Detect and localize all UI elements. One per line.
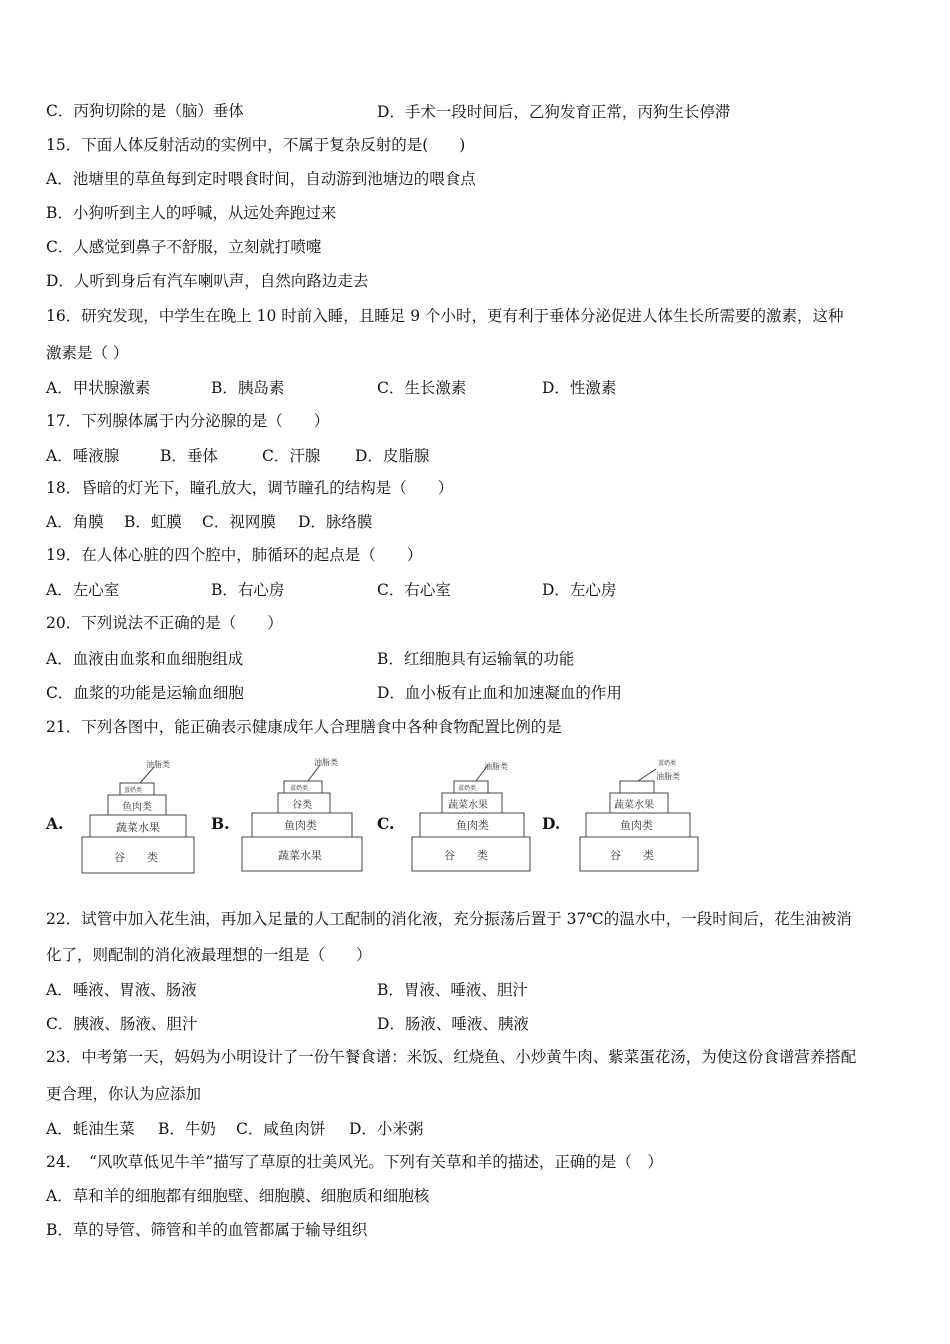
food-pyramid-c-figure (404, 755, 534, 880)
q15-option-c: C．人感觉到鼻子不舒服，立刻就打喷嚏 (46, 238, 322, 256)
q15-option-a: A．池塘里的草鱼每到定时喂食时间，自动游到池塘边的喂食点 (46, 170, 476, 188)
q14-option-c: C．丙狗切除的是（脑）垂体 (46, 102, 244, 120)
q16-option-d: D．性激素 (542, 379, 617, 397)
q19-option-c: C．右心室 (377, 581, 451, 599)
label-grain: 谷 类 (444, 849, 488, 862)
food-pyramid-b-figure (236, 755, 366, 880)
q15-option-b: B．小狗听到主人的呼喊，从远处奔跑过来 (46, 204, 337, 222)
food-pyramid-a (70, 755, 200, 880)
q20-option-a: A．血液由血浆和血细胞组成 (46, 650, 244, 668)
label-oil: 油脂类 (314, 758, 338, 767)
q22-option-b: B．胃液、唾液、胆汁 (377, 981, 528, 999)
q23-option-a: A．蚝油生菜 (46, 1120, 135, 1138)
q23-option-c: C．咸鱼肉饼 (236, 1120, 326, 1138)
q23-stem-line2: 更合理，你认为应添加 (46, 1085, 202, 1103)
label-milk: 蛋奶类 (290, 785, 309, 792)
label-oil: 油脂类 (484, 762, 508, 771)
q22-option-d: D．肠液、唾液、胰液 (377, 1015, 529, 1033)
q17-option-b: B．垂体 (160, 447, 218, 465)
label-oil: 油脂类 (146, 760, 170, 769)
label-veg: 蔬菜水果 (116, 821, 160, 834)
food-pyramid-b (236, 755, 366, 880)
q24-option-a: A．草和羊的细胞都有细胞壁、细胞膜、细胞质和细胞核 (46, 1187, 430, 1205)
label-oil: 油脂类 (656, 772, 680, 781)
q18-option-a: A．角膜 (46, 513, 104, 531)
q20-option-b: B．红细胞具有运输氧的功能 (377, 650, 575, 668)
q19-stem: 19．在人体心脏的四个腔中，肺循环的起点是（ ） (46, 546, 423, 564)
q20-option-c: C．血浆的功能是运输血细胞 (46, 684, 244, 702)
q17-option-a: A．唾液腺 (46, 447, 120, 465)
q21-label-d: D. (542, 814, 561, 833)
label-milk: 蛋奶类 (458, 785, 477, 792)
q16-option-c: C．生长激素 (377, 379, 467, 397)
label-milk: 蛋奶类 (658, 760, 677, 767)
q18-option-c: C．视网膜 (202, 513, 276, 531)
q16-stem-line2: 激素是（ ） (46, 344, 129, 362)
q15-option-d: D．人听到身后有汽车喇叭声，自然向路边走去 (46, 272, 369, 290)
q15-stem: 15．下面人体反射活动的实例中，不属于复杂反射的是( ) (46, 136, 466, 154)
q17-option-c: C．汗腺 (262, 447, 321, 465)
q21-stem: 21．下列各图中，能正确表示健康成年人合理膳食中各种食物配置比例的是 (46, 718, 562, 736)
label-fish: 鱼肉类 (122, 802, 152, 813)
q16-stem-line1: 16．研究发现，中学生在晚上 10 时前入睡，且睡足 9 个小时，更有利于垂体分泌促进人体生长所需要的激素，这种 (46, 307, 844, 325)
q19-option-b: B．右心房 (211, 581, 285, 599)
label-veg: 蔬菜水果 (278, 849, 322, 862)
q21-label-b: B. (211, 814, 230, 833)
q18-option-d: D．脉络膜 (298, 513, 373, 531)
label-milk: 蛋奶类 (124, 787, 143, 794)
q22-option-c: C．胰液、肠液、胆汁 (46, 1015, 198, 1033)
label-veg: 蔬菜水果 (448, 800, 488, 811)
q19-option-d: D．左心房 (542, 581, 617, 599)
q24-option-b: B．草的导管、筛管和羊的血管都属于输导组织 (46, 1221, 368, 1239)
q20-option-d: D．血小板有止血和加速凝血的作用 (377, 684, 622, 702)
food-pyramid-d-figure (572, 755, 702, 880)
q22-option-a: A．唾液、胃液、肠液 (46, 981, 197, 999)
q19-option-a: A．左心室 (46, 581, 120, 599)
q24-stem: 24． “风吹草低见牛羊”描写了草原的壮美风光。下列有关草和羊的描述，正确的是（ ） (46, 1153, 663, 1171)
q17-option-d: D．皮脂腺 (355, 447, 430, 465)
q21-label-c: C. (377, 814, 395, 833)
food-pyramid-a-figure (70, 755, 200, 880)
q17-stem: 17．下列腺体属于内分泌腺的是（ ） (46, 412, 330, 430)
q16-option-a: A．甲状腺激素 (46, 379, 151, 397)
q22-stem-line1: 22．试管中加入花生油，再加入足量的人工配制的消化液，充分振荡后置于 37℃的温水中，一段时间后，花生油被消 (46, 910, 852, 928)
label-grain-b: 谷类 (292, 800, 312, 811)
label-fish: 鱼肉类 (284, 819, 317, 832)
q23-stem-line1: 23．中考第一天，妈妈为小明设计了一份午餐食谱：米饭、红烧鱼、小炒黄牛肉、紫菜蛋花汤，为使这份食谱营养搭配 (46, 1048, 857, 1066)
q20-stem: 20．下列说法不正确的是（ ） (46, 614, 283, 632)
label-grain: 谷 类 (114, 851, 158, 864)
q16-option-b: B．胰岛素 (211, 379, 285, 397)
q18-option-b: B．虹膜 (124, 513, 182, 531)
q22-stem-line2: 化了，则配制的消化液最理想的一组是（ ） (46, 946, 372, 964)
label-fish: 鱼肉类 (620, 819, 653, 832)
q14-option-d: D．手术一段时间后，乙狗发育正常，丙狗生长停滞 (377, 103, 731, 121)
q18-stem: 18．昏暗的灯光下，瞳孔放大，调节瞳孔的结构是（ ） (46, 479, 454, 497)
label-fish: 鱼肉类 (456, 819, 489, 832)
q23-option-d: D．小米粥 (349, 1120, 424, 1138)
q23-option-b: B．牛奶 (158, 1120, 216, 1138)
label-veg: 蔬菜水果 (614, 800, 654, 811)
food-pyramid-c (404, 755, 534, 880)
q21-label-a: A. (46, 814, 64, 833)
label-grain: 谷 类 (610, 849, 654, 862)
food-pyramid-d (572, 755, 702, 880)
